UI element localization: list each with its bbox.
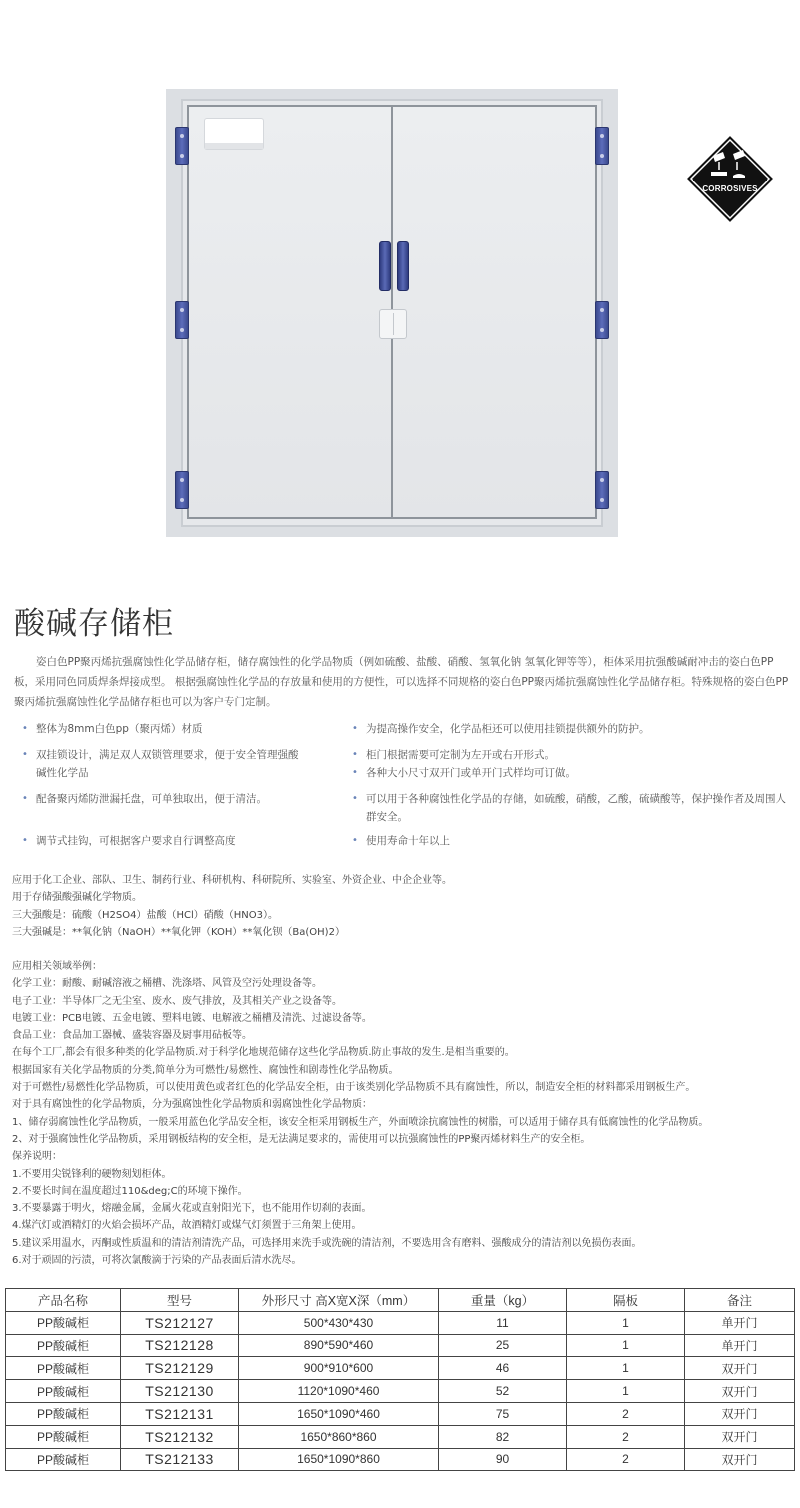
applications-block: [12, 872, 792, 941]
feature-list: [22, 720, 792, 860]
table-cell: 500*430*430: [239, 1311, 439, 1334]
table-cell: 82: [439, 1425, 567, 1448]
feature-item: • 整体为8mm白色pp（聚丙烯）材质: [22, 720, 352, 738]
detail-line: 在每个工厂,都会有很多种类的化学品物质.对于科学化地规范储存这些化学品物质.防止事故的发生.是相当重要的。: [12, 1047, 515, 1059]
door-handle-left: [379, 241, 391, 291]
table-row: [6, 1448, 795, 1471]
application-line: 用于存储强酸强碱化学物质。: [12, 892, 142, 904]
table-header-row: [6, 1289, 795, 1312]
detail-line: 食品工业：食品加工器械、盛装容器及厨事用砧板等。: [12, 1030, 252, 1042]
table-cell: PP酸碱柜: [6, 1357, 121, 1380]
table-cell: 2: [567, 1402, 685, 1425]
detail-line: 2、对于强腐蚀性化学品物质，采用钢板结构的安全柜，是无法满足要求的，需使用可以抗强腐蚀性的PP聚丙烯材料生产的安全柜。: [12, 1133, 591, 1145]
maintenance-line: 5.建议采用温水，丙酮或性质温和的清洁剂清洗产品，可选择用来洗手或洗碗的清洁剂，不要选用含有磨料、强酸成分的清洁剂以免损伤表面。: [12, 1237, 642, 1249]
feature-item: • 使用寿命十年以上: [352, 832, 792, 850]
column-header: 隔板: [567, 1289, 685, 1312]
maintenance-heading: 保养说明：: [12, 1151, 62, 1163]
maintenance-line: 2.不要长时间在温度超过110&deg;C的环境下操作。: [12, 1185, 248, 1197]
table-cell: 75: [439, 1402, 567, 1425]
door-handle-right: [397, 241, 409, 291]
application-line: 三大强酸是：硫酸（H2SO4）盐酸（HCl）硝酸（HNO3）。: [12, 909, 278, 921]
table-cell: 双开门: [685, 1380, 795, 1403]
table-cell: 2: [567, 1448, 685, 1471]
feature-item: • 配备聚丙烯防泄漏托盘，可单独取出，便于清洁。: [22, 790, 352, 808]
feature-text: 各种大小尺寸双开门或单开门式样均可订做。: [366, 767, 576, 779]
table-cell: TS212130: [121, 1380, 239, 1403]
table-cell: TS212131: [121, 1402, 239, 1425]
hinge-icon: [595, 301, 609, 339]
table-cell: 2: [567, 1425, 685, 1448]
acid-alkali-cabinet: [181, 99, 758, 527]
table-row: [6, 1334, 795, 1357]
maintenance-line: 3.不要暴露于明火，熔融金属，金属火花或直射阳光下，也不能用作切刹的表面。: [12, 1203, 372, 1215]
label-plate: [205, 119, 263, 149]
column-header: 外形尺寸 高X宽X深（mm）: [239, 1289, 439, 1312]
spec-table: [5, 1288, 795, 1471]
hinge-icon: [175, 301, 189, 339]
application-line: 应用于化工企业、部队、卫生、制药行业、科研机构、科研院所、实验室、外资企业、中企企业等。: [12, 875, 452, 886]
table-row: [6, 1402, 795, 1425]
table-cell: PP酸碱柜: [6, 1334, 121, 1357]
table-cell: TS212129: [121, 1357, 239, 1380]
table-cell: 1: [567, 1380, 685, 1403]
table-cell: PP酸碱柜: [6, 1448, 121, 1471]
feature-item: • 为提高操作安全，化学品柜还可以使用挂锁提供额外的防护。: [352, 720, 792, 738]
table-cell: 90: [439, 1448, 567, 1471]
table-cell: TS212127: [121, 1311, 239, 1334]
hinge-icon: [175, 127, 189, 165]
table-cell: 双开门: [685, 1357, 795, 1380]
hazard-label: CORROSIVES: [702, 184, 758, 193]
column-header: 产品名称: [6, 1289, 121, 1312]
detail-line: 化学工业：耐酸、耐碱溶液之桶槽、洗涤塔、风管及空污处理设备等。: [12, 978, 322, 990]
table-row: [6, 1357, 795, 1380]
detail-line: 电子工业：半导体厂之无尘室、废水、废气排放，及其相关产业之设备等。: [12, 995, 342, 1007]
lock-latch-icon: [379, 309, 407, 339]
detail-line: 对于可燃性/易燃性化学品物质，可以使用黄色或者红色的化学品安全柜，由于该类别化学品物质不具有腐蚀性，所以，制造安全柜的材料都采用钢板生产。: [12, 1082, 696, 1094]
table-cell: 1: [567, 1311, 685, 1334]
feature-item: • 柜门根据需要可定制为左开或右开形式。: [352, 746, 792, 764]
table-row: [6, 1425, 795, 1448]
table-cell: TS212128: [121, 1334, 239, 1357]
table-cell: 1: [567, 1334, 685, 1357]
detail-line: 对于具有腐蚀性的化学品物质，分为强腐蚀性化学品物质和弱腐蚀性化学品物质：: [12, 1099, 372, 1111]
table-cell: 52: [439, 1380, 567, 1403]
corrosive-hazard-icon: [683, 132, 777, 226]
table-cell: 11: [439, 1311, 567, 1334]
table-cell: 单开门: [685, 1334, 795, 1357]
detail-line: 根据国家有关化学品物质的分类,简单分为可燃性/易燃性、腐蚀性和剧毒性化学品物质。: [12, 1064, 399, 1076]
table-cell: 46: [439, 1357, 567, 1380]
detail-line: 1、储存弱腐蚀性化学品物质，一般采用蓝色化学品安全柜，该安全柜采用钢板生产，外面喷涂抗腐蚀性的树脂，可以适用于储存具有低腐蚀性的化学品物质。: [12, 1116, 709, 1128]
table-cell: 890*590*460: [239, 1334, 439, 1357]
detail-line: 应用相关领域举例：: [12, 961, 102, 972]
feature-item: • 双挂锁设计，满足双人双锁管理要求，便于安全管理强酸碱性化学品: [22, 746, 302, 782]
cabinet-door-left: [187, 105, 393, 519]
table-cell: TS212132: [121, 1425, 239, 1448]
table-cell: 双开门: [685, 1402, 795, 1425]
table-cell: PP酸碱柜: [6, 1402, 121, 1425]
hinge-icon: [595, 471, 609, 509]
table-cell: 双开门: [685, 1448, 795, 1471]
table-cell: 1: [567, 1357, 685, 1380]
hinge-icon: [595, 127, 609, 165]
table-cell: 双开门: [685, 1425, 795, 1448]
table-cell: PP酸碱柜: [6, 1425, 121, 1448]
table-cell: 900*910*600: [239, 1357, 439, 1380]
intro-paragraph: 姿白色PP聚丙烯抗强腐蚀性化学品储存柜，储存腐蚀性的化学品物质（例如硫酸、盐酸、硝酸、氢氧化钠 氢氧化钾等等），柜体采用抗强酸碱耐冲击的姿白色PP板，采用同色同质焊条焊接成型。 根据强腐蚀性化学品的存放量和使用的方便性，可以选择不同规格的姿白色PP聚丙烯抗强腐蚀性化学品储存柜。特殊规格的姿白色PP聚丙烯抗强腐蚀性化学品储存柜也可以为客户专门定制。: [14, 656, 789, 708]
table-cell: 1650*1090*460: [239, 1402, 439, 1425]
table-cell: 25: [439, 1334, 567, 1357]
feature-item: • 调节式挂钩，可根据客户要求自行调整高度: [22, 832, 352, 850]
column-header: 备注: [685, 1289, 795, 1312]
maintenance-line: 1.不要用尖锐锋利的硬物刻划柜体。: [12, 1168, 172, 1180]
column-header: 重量（kg）: [439, 1289, 567, 1312]
table-cell: PP酸碱柜: [6, 1380, 121, 1403]
table-cell: 1120*1090*460: [239, 1380, 439, 1403]
product-photo: [166, 89, 758, 537]
feature-item: • 可以用于各种腐蚀性化学品的存储，如硫酸，硝酸，乙酸，硫磺酸等，保护操作者及周围人群安全。: [352, 790, 792, 826]
column-header: 型号: [121, 1289, 239, 1312]
table-cell: 1650*1090*860: [239, 1448, 439, 1471]
table-cell: 1650*860*860: [239, 1425, 439, 1448]
cabinet-door-right: [391, 105, 758, 519]
detail-line: 电镀工业：PCB电镀、五金电镀、塑料电镀、电解液之桶槽及清洗、过滤设备等。: [12, 1012, 372, 1024]
application-line: 三大强碱是：**氧化钠（NaOH）**氧化钾（KOH）**氧化钡（Ba(OH)2）: [12, 926, 345, 938]
table-row: [6, 1380, 795, 1403]
page-title: 酸碱存储柜: [14, 606, 174, 642]
maintenance-line: 6.对于顽固的污渍，可将次氯酸滴于污染的产品表面后清水洗尽。: [12, 1255, 302, 1267]
details-block: [12, 958, 792, 1269]
table-cell: PP酸碱柜: [6, 1311, 121, 1334]
table-cell: 单开门: [685, 1311, 795, 1334]
feature-item-continuation: [352, 764, 792, 782]
maintenance-line: 4.煤汽灯或酒精灯的火焰会损坏产品，故酒精灯或煤气灯须置于三角架上使用。: [12, 1220, 362, 1232]
table-row: [6, 1311, 795, 1334]
hinge-icon: [175, 471, 189, 509]
table-cell: TS212133: [121, 1448, 239, 1471]
